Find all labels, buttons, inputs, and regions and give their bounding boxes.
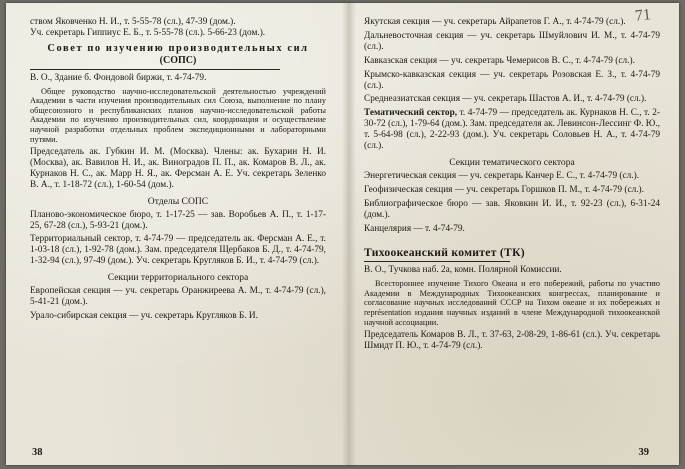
sops-address: В. О., Здание б. Фондовой биржи, т. 4-74-79. bbox=[30, 72, 207, 83]
fragment-line-2: Уч. секретарь Гиппиус Е. Б., т. 5-55-78 (сл.). 5-66-23 (дом.). bbox=[30, 27, 266, 38]
top-fragment bbox=[30, 17, 326, 39]
thematic-sector-title: Тематический сектор, bbox=[364, 108, 458, 119]
divider-rule-2 bbox=[364, 261, 510, 262]
thematic-section-energy: Энергетическая секция — уч. секретарь Канчер Е. С., т. 4-74-79 (сл.). bbox=[364, 170, 640, 181]
pacific-committee-title: Тихоокеанский комитет (ТК) bbox=[364, 246, 525, 260]
bibliographic-bureau: Библиографическое бюро — зав. Яковкин И. И., т. 92-23 (сл.), 6-31-24 (дом.). bbox=[364, 198, 660, 220]
paper-sheet bbox=[6, 3, 679, 465]
section-central-asian: Среднеазиатская секция — уч. секретарь Шастов А. И., т. 4-74-79 (сл.). bbox=[364, 94, 647, 105]
section-yakut: Якутская секция — уч. секретарь Айрапетов Г. А., т. 4-74-79 (сл.). bbox=[364, 17, 626, 27]
territorial-section-ural-siberian: Урало-сибирская секция — уч. секретарь Кругляков Б. И. bbox=[30, 310, 258, 321]
pacific-committee-description: Всестороннее изучение Тихого Океана и его побережий, работы по участию Академии в Международных Тихоокеанских конгрессах, планирование и согласование научных исследований СССР на Тихом океане и их побережьях и représentation издания научных изданий в члене Международной тихоокеанской научной ассоциации. bbox=[364, 279, 660, 327]
page-stamp: 71 bbox=[634, 6, 652, 25]
thematic-sections-header: Секции тематического сектора bbox=[449, 156, 575, 168]
section-caucasian: Кавказская секция — уч. секретарь Чемерисов В. С., т. 4-74-79 (сл.). bbox=[364, 55, 635, 66]
department-planning-bureau: Планово-экономическое бюро, т. 1-17-25 — зав. Воробьев А. П., т. 1-17-25, 67-28 (сл.), 5-93-21 (дом.). bbox=[30, 209, 326, 231]
book-gutter bbox=[342, 3, 356, 465]
section-far-eastern: Дальневосточная секция — уч. секретарь Шмуйлович И. М., т. 4-74-79 (сл.). bbox=[364, 30, 660, 52]
sops-title: Совет по изучению производительных сил bbox=[47, 42, 309, 54]
department-territorial-sector: Территориальный сектор, т. 4-74-79 — председатель ак. Ферсман А. Е., т. 1-03-18 (сл.), 1-92-78 (дом.). Зам. председателя Щербаков Б. Д., т. 4-74-79, 1-32-94 (сл.), 97-49 (дом.). Уч. секретарь Кругляков Б. И., т. 4-74-79 (сл.). bbox=[30, 234, 326, 267]
chancellery: Канцелярия — т. 4-74-79. bbox=[364, 223, 465, 234]
pacific-committee-chairman: Председатель Комаров В. Л., т. 37-63, 2-08-29, 1-86-61 (сл.). Уч. секретарь Шмидт П. Ю., т. 4-74-79 (сл.). bbox=[364, 330, 660, 352]
thematic-sector-body: т. 4-74-79 — председатель ак. Курнаков Н. С., т. 2-30-72 (сл.), 1-79-64 (дом.). Зам. председателя ак. Левинсон-Лессинг Ф. Ю., т. 5-64-98 (сл.), 2-22-93 (дом.). Уч. секретарь Соловьев Н. А., т. 4-74-79 (сл.). bbox=[364, 108, 660, 152]
divider-rule bbox=[30, 69, 280, 70]
departments-header: Отделы СОПС bbox=[147, 195, 209, 207]
right-column bbox=[364, 17, 660, 355]
left-column bbox=[30, 17, 326, 325]
thematic-sector bbox=[364, 108, 660, 152]
thematic-section-geophysics: Геофизическая секция — уч. секретарь Горшков П. М., т. 4-74-79 (сл.). bbox=[364, 184, 644, 195]
section-crimean-caucasian: Крымско-кавказская секция — уч. секретарь Розовская Е. З., т. 4-74-79 (сл.). bbox=[364, 69, 660, 91]
pacific-committee-address: В. О., Тучкова наб. 2а, комн. Полярной Комиссии. bbox=[364, 265, 562, 276]
sops-subtitle: (СОПС) bbox=[159, 54, 197, 66]
folio-left: 38 bbox=[32, 447, 43, 458]
sops-description: Общее руководство научно-исследовательской деятельностью учреждений Академии в части изучения производительных сил Союза, выполнение по плану общесоюзного и республиканских планов научно-исследовательской работы Академии по изучению производительных сил, координация и осуществление научной разработки отдельных проблем экспедиционными и лабораторными путями. bbox=[30, 86, 326, 144]
territorial-section-european: Европейская секция — уч. секретарь Оранжиреева А. М., т. 4-74-79 (сл.), 5-41-21 (дом.). bbox=[30, 286, 326, 307]
folio-right: 39 bbox=[638, 447, 649, 458]
sops-members: Председатель ак. Губкин И. М. (Москва). Члены: ак. Бухарин Н. И. (Москва), ак. Вавилов Н. И., ак. Виноградов П. П., ак. Комаров В. Л., ак. Курнаков Н. С., ак. Марр Н. Я., ак. Ферсман А. Е. Уч. секретарь Зеленко В. А., т. 1-18-72 (сл.), 1-60-54 (дом.). bbox=[30, 147, 326, 190]
fragment-line-1: ством Яковченко Н. И., т. 5-55-78 (сл.), 47-39 (дом.). bbox=[30, 17, 236, 27]
territorial-sections-header: Секции территориального сектора bbox=[107, 272, 249, 284]
